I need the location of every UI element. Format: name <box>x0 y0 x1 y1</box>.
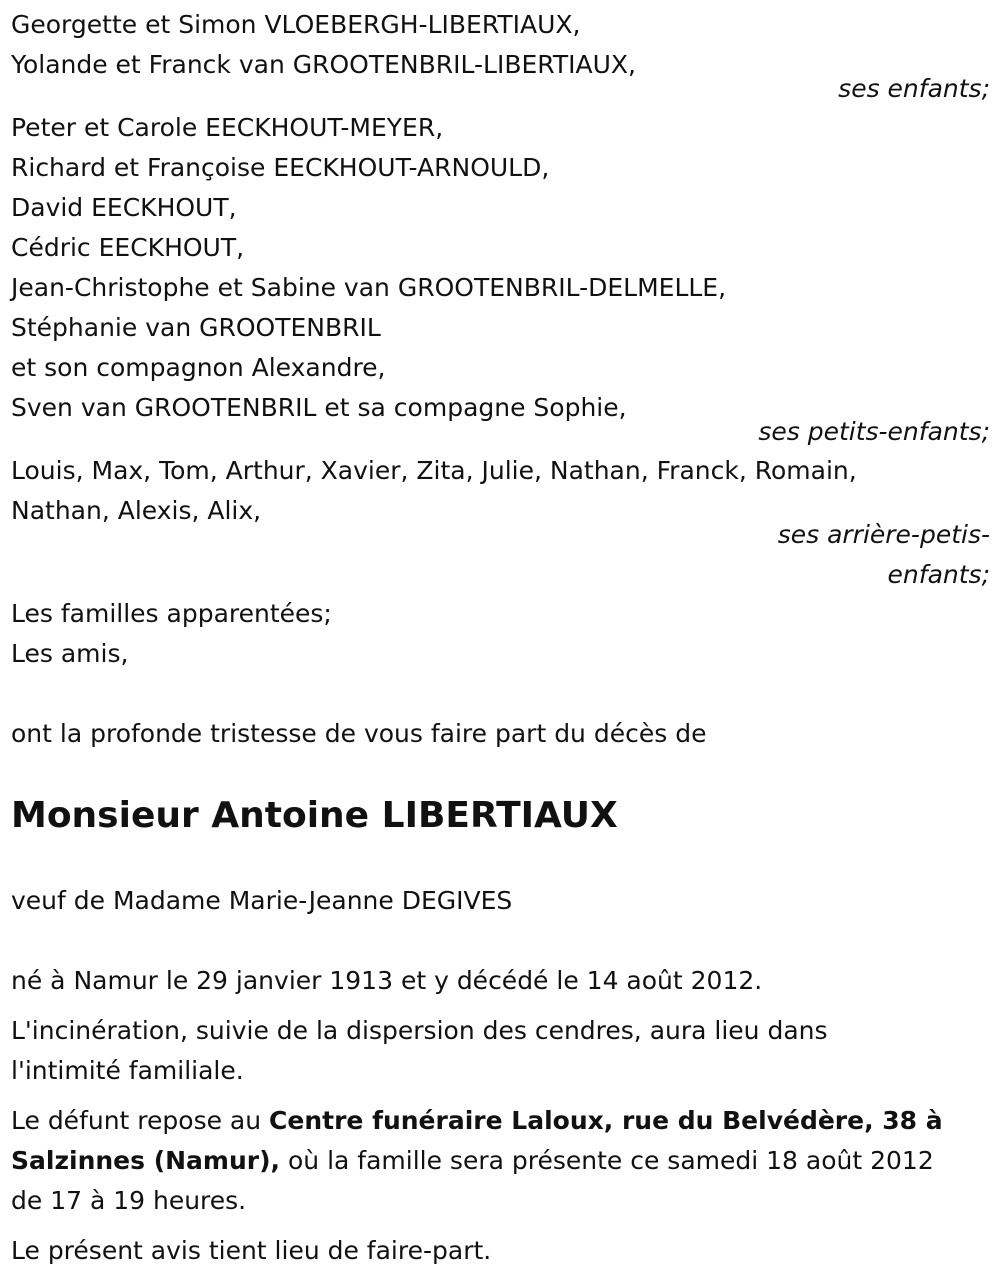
repose-line-2 <box>11 1146 934 1176</box>
great-grandchildren-role-label-2: enfants; <box>887 560 990 589</box>
announcement-text: ont la profonde tristesse de vous faire part du décès de <box>11 719 707 748</box>
grandchildren-role-label: ses petits-enfants; <box>758 417 990 446</box>
grandchild-line-4: Cédric EECKHOUT, <box>11 233 245 262</box>
cremation-line-1: L'incinération, suivie de la dispersion des cendres, aura lieu dans <box>11 1016 828 1045</box>
grandchild-line-3: David EECKHOUT, <box>11 193 237 222</box>
grandchild-line-8: Sven van GROOTENBRIL et sa compagne Sophie, <box>11 393 627 422</box>
deceased-name: Monsieur Antoine LIBERTIAUX <box>11 795 618 836</box>
closing-text: Le présent avis tient lieu de faire-part. <box>11 1236 492 1265</box>
grandchild-line-2: Richard et Françoise EECKHOUT-ARNOULD, <box>11 153 550 182</box>
grandchild-line-6: Stéphanie van GROOTENBRIL <box>11 313 381 342</box>
repose-line-1 <box>11 1106 943 1136</box>
grandchild-line-1: Peter et Carole EECKHOUT-MEYER, <box>11 113 444 142</box>
related-families: Les familles apparentées; <box>11 599 332 628</box>
friends: Les amis, <box>11 639 129 668</box>
repose-outro: où la famille sera présente ce samedi 18 août 2012 <box>280 1146 934 1175</box>
great-grandchildren-role-label-1: ses arrière-petis- <box>777 520 990 549</box>
widower-of: veuf de Madame Marie-Jeanne DEGIVES <box>11 886 513 915</box>
grandchild-line-7: et son compagnon Alexandre, <box>11 353 386 382</box>
repose-intro: Le défunt repose au <box>11 1106 270 1135</box>
great-grandchild-line-1: Louis, Max, Tom, Arthur, Xavier, Zita, Julie, Nathan, Franck, Romain, <box>11 456 857 485</box>
great-grandchild-line-2: Nathan, Alexis, Alix, <box>11 496 262 525</box>
funeral-center-address-2: Salzinnes (Namur), <box>11 1146 281 1175</box>
cremation-line-2: l'intimité familiale. <box>11 1056 244 1085</box>
child-line-1: Georgette et Simon VLOEBERGH-LIBERTIAUX, <box>11 10 581 39</box>
grandchild-line-5: Jean-Christophe et Sabine van GROOTENBRIL-DELMELLE, <box>11 273 727 302</box>
birth-death-text: né à Namur le 29 janvier 1913 et y décédé le 14 août 2012. <box>11 966 763 995</box>
child-line-2: Yolande et Franck van GROOTENBRIL-LIBERTIAUX, <box>11 50 636 79</box>
funeral-center-address-1: Centre funéraire Laloux, rue du Belvédère, 38 à <box>269 1106 943 1135</box>
repose-hours: de 17 à 19 heures. <box>11 1186 247 1215</box>
children-role-label: ses enfants; <box>838 74 990 103</box>
